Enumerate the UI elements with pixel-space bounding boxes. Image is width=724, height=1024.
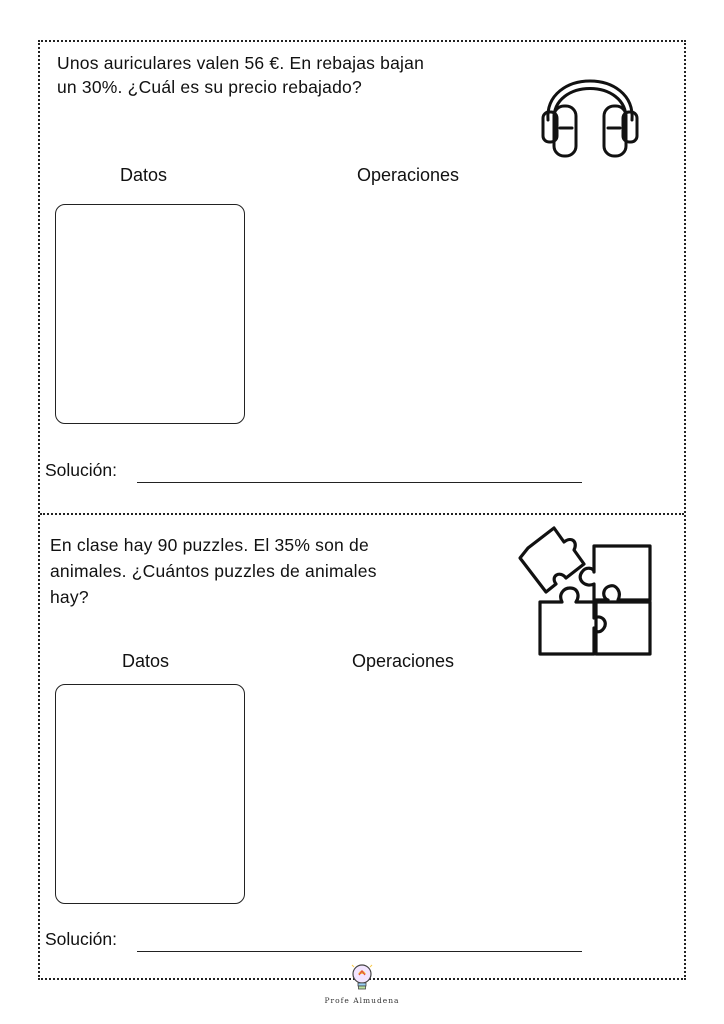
problem-2-statement: [50, 532, 377, 610]
problem-1-solution-label: Solución:: [45, 460, 117, 480]
problem-2-line-1: En clase hay 90 puzzles. El 35% son de: [50, 535, 369, 555]
problem-1-statement: [57, 51, 424, 99]
problem-2-line-2: animales. ¿Cuántos puzzles de animales: [50, 561, 377, 581]
footer-brand: Profe Almudena: [324, 996, 400, 1005]
problem-2-datos-label: Datos: [122, 651, 170, 671]
problem-2-line-3: hay?: [50, 587, 89, 607]
problem-1-datos-box[interactable]: [55, 204, 245, 424]
problem-1-line-1: Unos auriculares valen 56 €. En rebajas bajan: [57, 53, 424, 73]
problem-2-solution-line[interactable]: [137, 951, 582, 952]
problem-2-solution-label: Solución:: [45, 929, 117, 949]
lightbulb-logo-icon: [351, 963, 373, 993]
section-divider: [40, 513, 684, 515]
problem-1-operaciones-label: Operaciones: [357, 165, 460, 185]
problem-1-datos-label: Datos: [120, 165, 168, 185]
problem-1-solution-line[interactable]: [137, 482, 582, 483]
problem-2-operaciones-label: Operaciones: [352, 651, 455, 671]
puzzle-icon: [518, 522, 656, 658]
problem-2-datos-box[interactable]: [55, 684, 245, 904]
headphones-icon: [540, 50, 640, 162]
problem-1-line-2: un 30%. ¿Cuál es su precio rebajado?: [57, 77, 362, 97]
